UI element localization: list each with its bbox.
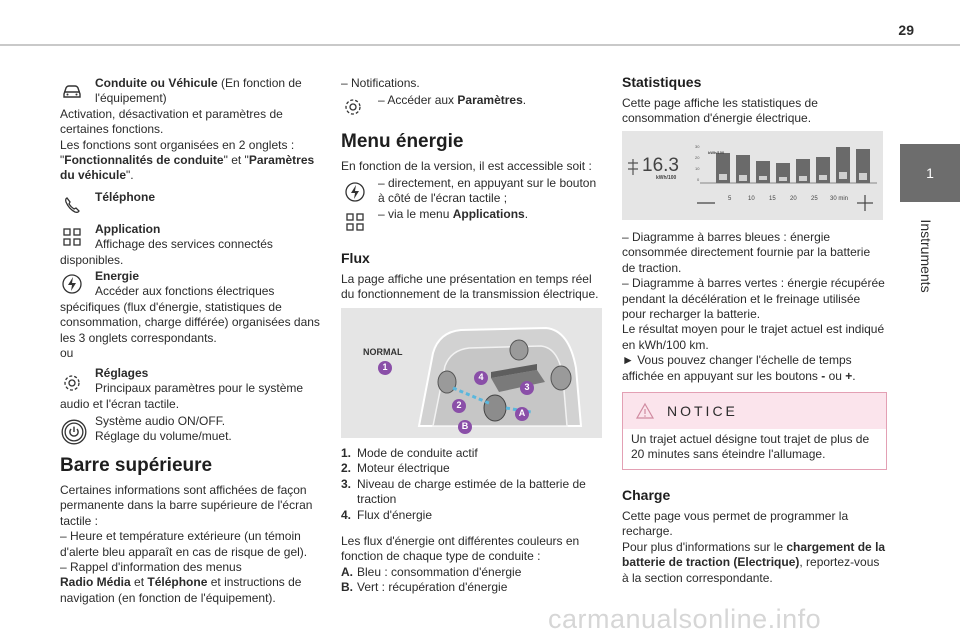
statistics-title: Statistiques bbox=[622, 74, 702, 90]
charge-title: Charge bbox=[622, 487, 671, 503]
settings-item-desc: Principaux paramètres pour le système audio et l'écran tactile. bbox=[60, 381, 304, 411]
stats-x-tick: 30 min bbox=[830, 196, 849, 202]
energy-item-title: Energie bbox=[95, 269, 140, 283]
settings-access-line: – Accéder aux Paramètres. bbox=[378, 93, 527, 107]
marker-2: 2 bbox=[456, 400, 462, 410]
driving-item-title: Conduite ou Véhicule bbox=[95, 76, 218, 90]
legend-item: 1. Mode de conduite actif bbox=[341, 446, 478, 460]
header-divider bbox=[0, 44, 960, 46]
stats-bar-recovery bbox=[799, 176, 807, 181]
settings-item-title: Réglages bbox=[95, 366, 149, 380]
stats-average-value: 16.3 bbox=[642, 155, 679, 176]
top-bar-bullet-time: – Heure et température extérieure (un témoin d'alerte bleu apparaît en cas de risque de gel). bbox=[60, 529, 308, 559]
energy-menu-option-apps: – via le menu Applications. bbox=[378, 207, 529, 221]
stats-bar-recovery bbox=[819, 175, 827, 180]
statistics-section bbox=[622, 74, 886, 127]
flux-title: Flux bbox=[341, 250, 370, 266]
stats-bar-recovery bbox=[719, 174, 727, 180]
or-text: ou bbox=[60, 346, 74, 361]
green-bars-desc: – Diagramme à barres vertes : énergie récupérée pendant la décélération et le freinage utilisée pour recharger la batterie. bbox=[622, 276, 885, 322]
audio-item bbox=[95, 414, 325, 445]
color-key: B. Vert : récupération d'énergie bbox=[341, 580, 508, 595]
app-item bbox=[60, 222, 322, 268]
statistics-desc: Cette page affiche les statistiques de consommation d'énergie électrique. bbox=[622, 96, 818, 126]
energy-item bbox=[60, 269, 322, 361]
top-bar-intro: Certaines informations sont affichées de façon permanente dans la barre supérieure de l'écran tactile : bbox=[60, 483, 313, 528]
top-bar-bullet-menus: – Rappel d'information des menus bbox=[60, 560, 242, 575]
notice-title: NOTICE bbox=[667, 403, 738, 419]
statistics-screen bbox=[622, 131, 883, 220]
charge-section bbox=[622, 487, 886, 586]
energy-bolt-icon bbox=[344, 181, 366, 203]
settings-item bbox=[60, 366, 322, 412]
left-column bbox=[60, 76, 322, 184]
stats-bar-recovery bbox=[759, 176, 767, 180]
energy-menu-intro: En fonction de la version, il est accessible soit : bbox=[341, 159, 592, 173]
stats-x-tick: 25 bbox=[811, 196, 818, 202]
watermark: carmanualsonline.info bbox=[548, 604, 822, 634]
flux-section bbox=[341, 250, 603, 303]
marker-3: 3 bbox=[524, 382, 530, 392]
notifications-line: – Notifications. bbox=[341, 76, 420, 90]
marker-a: A bbox=[518, 408, 526, 418]
energy-item-desc: Accéder aux fonctions électriques spécifiques (flux d'énergie, statistiques de consommation, charge différée) organisées dans les 3 onglets correspondants. bbox=[60, 284, 320, 345]
diagram-legend bbox=[341, 446, 603, 596]
stats-x-tick: 20 bbox=[790, 196, 797, 202]
page-number: 29 bbox=[898, 22, 914, 38]
section-title-top-bar: Barre supérieure bbox=[60, 455, 213, 476]
stats-average-unit: kWh/100 bbox=[656, 175, 677, 181]
colors-intro: Les flux d'énergie ont différentes couleurs en fonction de chaque type de conduite : bbox=[341, 534, 580, 564]
warning-triangle-icon bbox=[635, 402, 655, 420]
blue-bars-desc: – Diagramme à barres bleues : énergie consommée directement fournie par la batterie de traction. bbox=[622, 230, 871, 275]
driving-item-note: (En fonction de l'équipement) bbox=[95, 76, 302, 106]
settings-gear-icon bbox=[342, 96, 364, 118]
energy-flow-diagram bbox=[341, 308, 602, 438]
notice-text: Un trajet actuel désigne tout trajet de plus de 20 minutes sans éteindre l'allumage. bbox=[631, 432, 870, 462]
legend-item: 3. Niveau de charge estimée de la batterie de traction bbox=[341, 476, 586, 507]
apps-grid-icon bbox=[344, 211, 366, 233]
charge-desc: Cette page vous permet de programmer la recharge. bbox=[622, 509, 849, 539]
energy-menu-option-button: – directement, en appuyant sur le bouton à côté de l'écran tactile ; bbox=[378, 176, 597, 206]
time-scale-desc: ► Vous pouvez changer l'échelle de temps affichée en appuyant sur les boutons - ou +. bbox=[622, 353, 856, 383]
notice-box bbox=[622, 392, 887, 470]
stats-y-tick: 10 bbox=[695, 166, 700, 171]
average-desc: Le résultat moyen pour le trajet actuel est indiqué en kWh/100 km. bbox=[622, 322, 885, 352]
statistics-explanation bbox=[622, 230, 886, 384]
flux-desc: La page affiche une présentation en temps réel du fonctionnement de la transmission électrique. bbox=[341, 272, 599, 302]
drive-mode-label: NORMAL bbox=[363, 347, 403, 357]
volume-mute-text: Réglage du volume/muet. bbox=[95, 429, 232, 444]
energy-menu-section bbox=[341, 131, 603, 174]
stats-bar-recovery bbox=[839, 172, 847, 179]
phone-icon bbox=[61, 194, 83, 216]
chapter-label: Instruments bbox=[918, 219, 934, 293]
charge-reference: Pour plus d'informations sur le chargement de la batterie de traction (Electrique), reportez-vous à la section correspondante. bbox=[622, 539, 886, 585]
power-icon bbox=[61, 419, 87, 445]
stats-y-tick: 20 bbox=[695, 155, 700, 160]
chapter-tab[interactable]: 1 bbox=[900, 144, 960, 202]
color-key: A. Bleu : consommation d'énergie bbox=[341, 564, 522, 579]
app-item-title: Application bbox=[95, 222, 161, 236]
notice-header bbox=[623, 393, 886, 429]
section-title-energy-menu: Menu énergie bbox=[341, 131, 464, 152]
driving-item-tabs: Les fonctions sont organisées en 2 onglets : "Fonctionnalités de conduite" et "Paramètres du véhicule". bbox=[60, 137, 315, 183]
legend-item: 4. Flux d'énergie bbox=[341, 507, 432, 522]
stats-bar-recovery bbox=[859, 173, 867, 180]
stats-bar-recovery bbox=[739, 175, 747, 181]
stats-y-tick: 0 bbox=[697, 177, 700, 182]
app-item-desc: Affichage des services connectés disponibles. bbox=[60, 237, 273, 267]
legend-item: 2. Moteur électrique bbox=[341, 461, 450, 476]
stats-x-tick: 15 bbox=[769, 196, 776, 202]
stats-axis-unit: kWh/100 bbox=[708, 150, 725, 155]
top-bar-section bbox=[60, 455, 322, 606]
marker-b: B bbox=[461, 421, 469, 431]
audio-onoff-text: Système audio ON/OFF. bbox=[95, 414, 226, 428]
stats-bar-recovery bbox=[779, 177, 787, 181]
stats-y-tick: 30 bbox=[695, 144, 700, 149]
top-bar-bullet-media: Radio Média et Téléphone et instructions de navigation (en fonction de l'équipement). bbox=[60, 575, 302, 605]
phone-item-title: Téléphone bbox=[95, 190, 156, 204]
stats-x-tick: 5 bbox=[728, 196, 732, 202]
marker-1: 1 bbox=[382, 362, 388, 372]
driving-item-desc: Activation, désactivation et paramètres de certaines fonctions. bbox=[60, 106, 283, 137]
stats-x-tick: 10 bbox=[748, 196, 755, 202]
marker-4: 4 bbox=[478, 372, 484, 382]
